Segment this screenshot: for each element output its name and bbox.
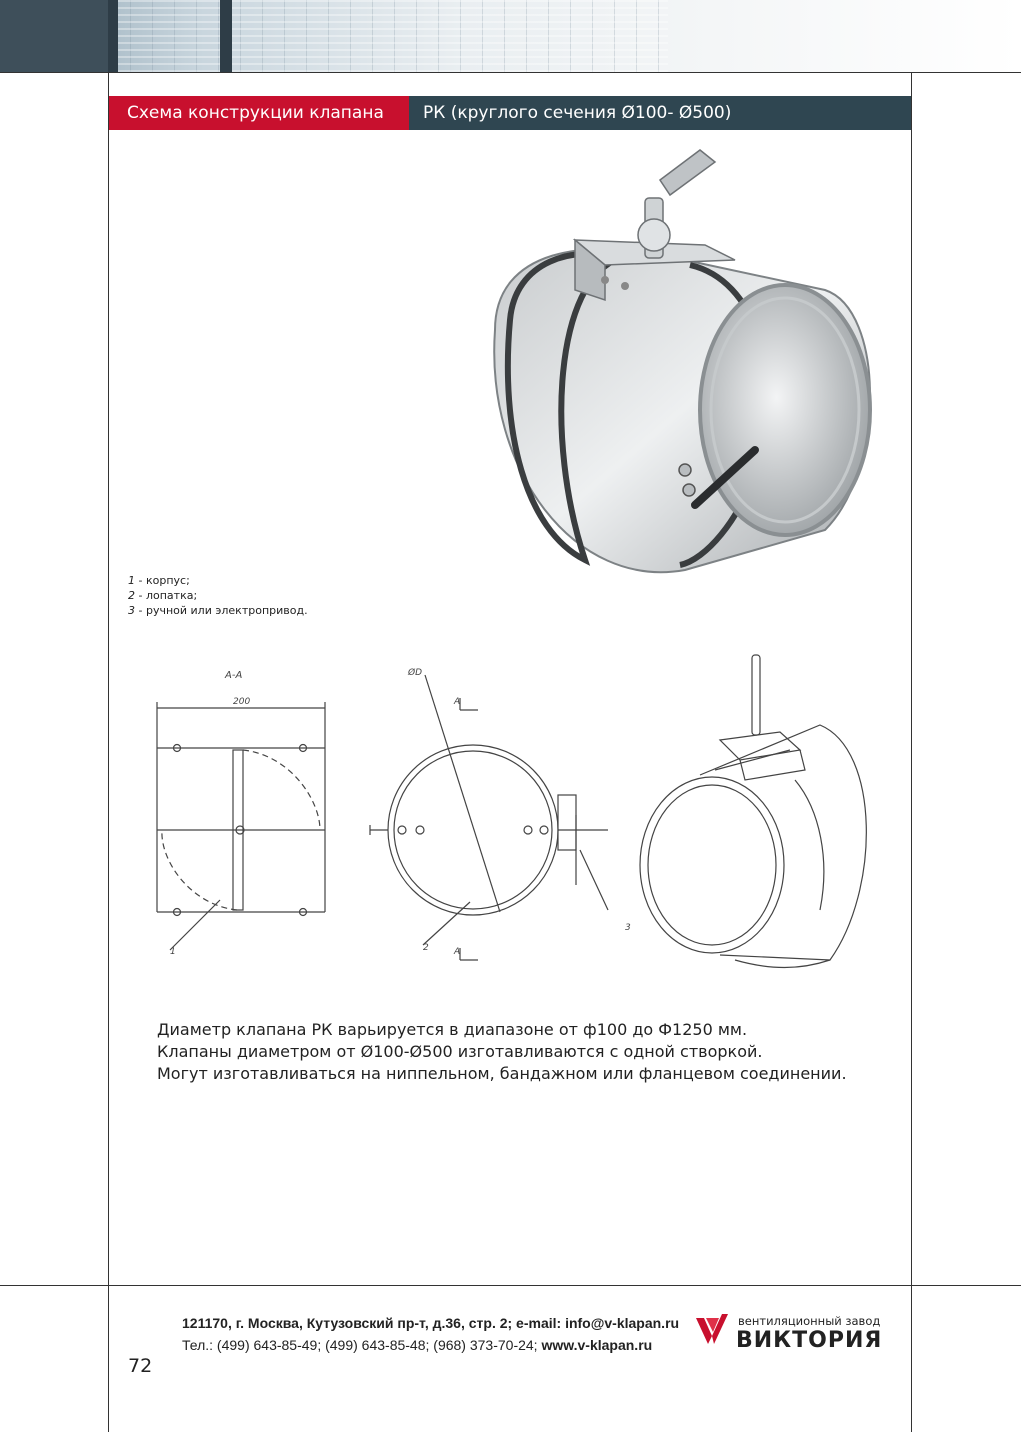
- section-subtitle: РК (круглого сечения Ø100- Ø500): [409, 96, 911, 130]
- phones-line: [182, 1334, 679, 1356]
- legend-text: - корпус;: [135, 574, 190, 587]
- cut-label-top: А: [454, 697, 461, 707]
- legend-number: 3: [128, 604, 135, 617]
- isometric-view: [640, 655, 866, 968]
- description: [157, 1019, 847, 1085]
- logo-name: ВИКТОРИЯ: [736, 1328, 883, 1353]
- top-rule: [0, 72, 1021, 73]
- footer-rule: [0, 1285, 1021, 1286]
- phones: Тел.: (499) 643-85-49; (499) 643-85-48; (968) 373-70-24;: [182, 1337, 542, 1353]
- banner-bar: [220, 0, 232, 72]
- parts-legend: [128, 573, 308, 618]
- logo-subtitle: вентиляционный завод: [738, 1314, 881, 1328]
- description-line: Клапаны диаметром от Ø100-Ø500 изготавливаются с одной створкой.: [157, 1042, 763, 1061]
- diameter-label: ØD: [408, 668, 423, 678]
- section-title: Схема конструкции клапана: [109, 96, 409, 130]
- website-link[interactable]: www.v-klapan.ru: [541, 1337, 653, 1353]
- legend-item: [128, 573, 308, 588]
- contact-info: [182, 1312, 679, 1356]
- company-logo: [692, 1306, 892, 1356]
- technical-drawing: [140, 640, 900, 990]
- callout-3: 3: [625, 923, 631, 933]
- logo-mark-icon: [692, 1310, 732, 1350]
- legend-item: [128, 588, 308, 603]
- legend-text: - ручной или электропривод.: [135, 604, 308, 617]
- legend-text: - лопатка;: [135, 589, 198, 602]
- description-line: Могут изготавливаться на ниппельном, бандажном или фланцевом соединении.: [157, 1064, 847, 1083]
- callout-1: 1: [170, 947, 176, 957]
- banner-pattern: [108, 0, 668, 72]
- right-margin-line: [911, 72, 912, 1432]
- header-banner: [0, 0, 1021, 72]
- description-line: Диаметр клапана РК варьируется в диапазоне от ф100 до Ф1250 мм.: [157, 1020, 748, 1039]
- front-view: [370, 667, 631, 960]
- section-title-bar: [109, 96, 911, 130]
- section-label: А-А: [225, 670, 243, 681]
- left-margin-line: [108, 72, 109, 1432]
- banner-dark-block: [0, 0, 108, 72]
- legend-number: 2: [128, 589, 135, 602]
- page-number: 72: [128, 1355, 153, 1377]
- width-dimension: 200: [233, 697, 251, 707]
- cut-label-bottom: А: [454, 947, 461, 957]
- legend-number: 1: [128, 574, 135, 587]
- callout-2: 2: [423, 943, 429, 953]
- banner-bar: [108, 0, 118, 72]
- legend-item: [128, 603, 308, 618]
- address: 121170, г. Москва, Кутузовский пр-т, д.36, стр. 2; e-mail: info@v-klapan.ru: [182, 1315, 680, 1331]
- damper-photo: [455, 140, 910, 595]
- section-view: [157, 670, 325, 957]
